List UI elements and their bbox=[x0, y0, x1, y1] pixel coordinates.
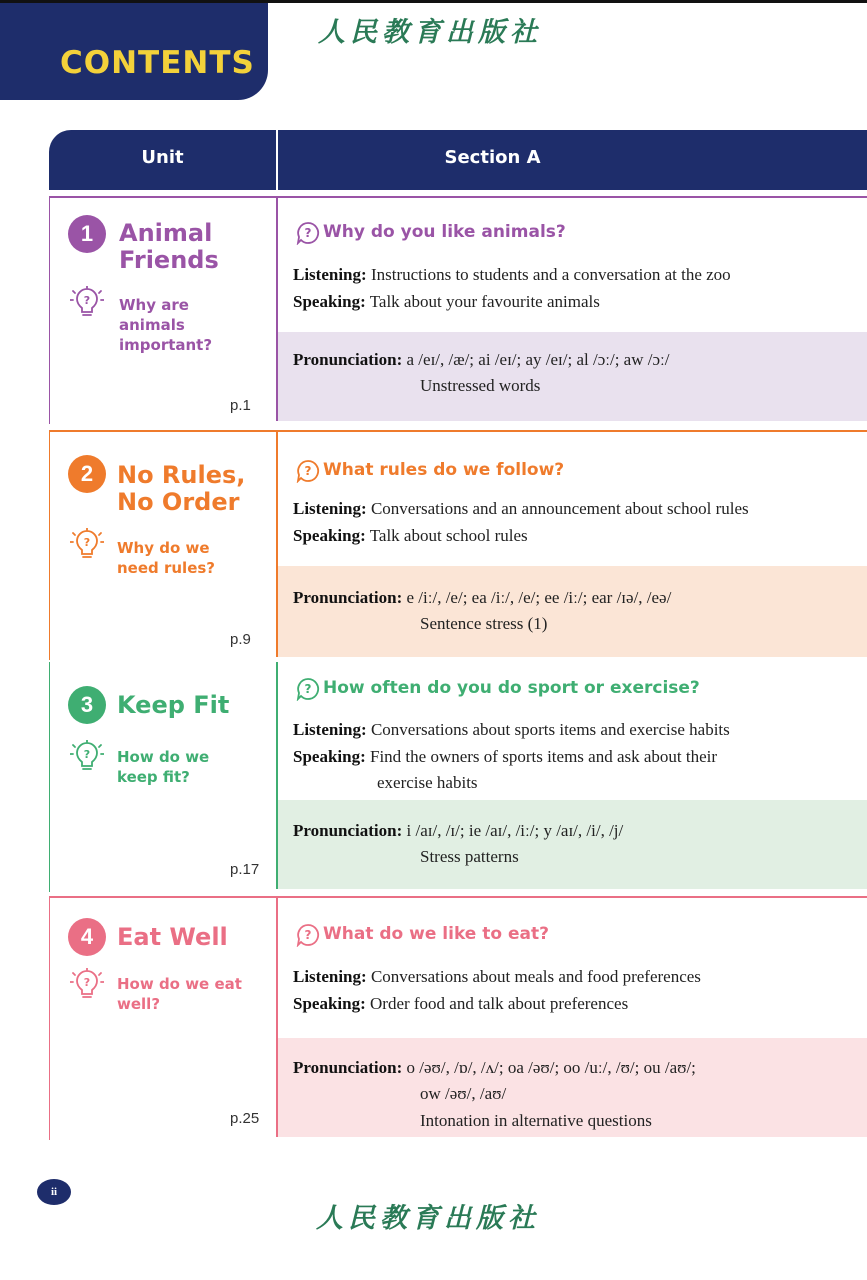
unit-question: How do we keep fit? bbox=[117, 748, 210, 786]
svg-text:?: ? bbox=[304, 682, 312, 696]
pronunciation-box bbox=[278, 566, 867, 657]
section-question: Why do you like animals? bbox=[323, 222, 566, 242]
pronunciation-text: a /eɪ/, /æ/; ai /eɪ/; ay /eɪ/; al /ɔː/; aw /ɔː/ bbox=[406, 350, 670, 369]
listening-text: Conversations about meals and food preferences bbox=[370, 967, 701, 986]
svg-text:?: ? bbox=[83, 294, 91, 307]
listening-line bbox=[293, 495, 749, 522]
unit-row-2 bbox=[49, 430, 867, 660]
row-top-line bbox=[50, 196, 867, 198]
listening-label: Listening: bbox=[293, 265, 367, 284]
speaking-text: Find the owners of sports items and ask about their bbox=[370, 747, 718, 766]
listening-text: Conversations about sports items and exercise habits bbox=[370, 720, 730, 739]
unit-number-badge: 4 bbox=[68, 918, 106, 956]
pronunciation-stress: Sentence stress (1) bbox=[420, 614, 548, 633]
svg-text:?: ? bbox=[304, 226, 312, 240]
speaking-text: Talk about your favourite animals bbox=[369, 292, 600, 311]
listening-label: Listening: bbox=[293, 499, 367, 518]
page-reference: p.25 bbox=[230, 1110, 260, 1127]
pronunciation-text: o /əʊ/, /ɒ/, /ʌ/; oa /əʊ/; oo /uː/, /ʊ/; ou /aʊ/; bbox=[406, 1058, 696, 1077]
pronunciation-line bbox=[293, 346, 669, 373]
listening-label: Listening: bbox=[293, 720, 367, 739]
pronunciation-stress: Intonation in alternative questions bbox=[420, 1111, 652, 1130]
svg-text:?: ? bbox=[304, 928, 312, 942]
unit-row-1 bbox=[49, 196, 867, 424]
section-question: How often do you do sport or exercise? bbox=[323, 678, 700, 698]
question-bubble-icon bbox=[296, 459, 320, 483]
publisher-logo-bottom: 人民教育出版社 bbox=[316, 1203, 540, 1234]
unit-title: Eat Well bbox=[117, 923, 228, 951]
pronunciation-stress: Unstressed words bbox=[420, 376, 541, 395]
header-section: Section A bbox=[444, 147, 541, 168]
listening-line bbox=[293, 963, 701, 990]
page-reference: p.1 bbox=[230, 397, 251, 414]
speaking-label: Speaking: bbox=[293, 292, 366, 311]
pronunciation-continuation: ow /əʊ/, /aʊ/ bbox=[420, 1084, 507, 1103]
unit-number-badge: 3 bbox=[68, 686, 106, 724]
speaking-continuation: exercise habits bbox=[377, 773, 478, 792]
publisher-logo-top: 人民教育出版社 bbox=[318, 17, 542, 48]
page-reference: p.17 bbox=[230, 861, 260, 878]
page-number-badge: ii bbox=[37, 1179, 71, 1205]
unit-row-3 bbox=[49, 662, 867, 892]
question-bubble-icon bbox=[296, 923, 320, 947]
unit-title: Animal Friends bbox=[119, 219, 219, 274]
page-reference: p.9 bbox=[230, 631, 251, 648]
listening-line bbox=[293, 716, 730, 743]
unit-question: How do we eat well? bbox=[117, 975, 242, 1013]
contents-title: CONTENTS bbox=[60, 45, 255, 81]
unit-title: No Rules, No Order bbox=[117, 461, 246, 516]
section-question: What do we like to eat? bbox=[323, 924, 549, 944]
unit-title: Keep Fit bbox=[117, 691, 230, 719]
listening-label: Listening: bbox=[293, 967, 367, 986]
listening-text: Conversations and an announcement about school rules bbox=[370, 499, 749, 518]
unit-number-badge: 2 bbox=[68, 455, 106, 493]
svg-text:?: ? bbox=[83, 976, 91, 989]
unit-question: Why are animals important? bbox=[119, 296, 213, 354]
svg-text:?: ? bbox=[83, 536, 91, 549]
question-bubble-icon bbox=[296, 221, 320, 245]
pronunciation-text: e /iː/, /e/; ea /iː/, /e/; ee /iː/; ear /ɪə/, /eə/ bbox=[406, 588, 672, 607]
unit-row-4 bbox=[49, 896, 867, 1140]
lightbulb-question-icon bbox=[70, 286, 104, 320]
svg-text:?: ? bbox=[83, 748, 91, 761]
question-bubble-icon bbox=[296, 677, 320, 701]
lightbulb-question-icon bbox=[70, 968, 104, 1002]
unit-question: Why do we need rules? bbox=[117, 539, 216, 577]
listening-text: Instructions to students and a conversation at the zoo bbox=[370, 265, 731, 284]
contents-tab bbox=[0, 3, 268, 100]
pronunciation-line bbox=[293, 817, 623, 844]
unit-number-badge: 1 bbox=[68, 215, 106, 253]
pronunciation-line bbox=[293, 1054, 696, 1081]
pronunciation-text: i /aɪ/, /ɪ/; ie /aɪ/, /iː/; y /aɪ/, /i/, /j/ bbox=[406, 821, 624, 840]
pronunciation-box bbox=[278, 800, 867, 889]
speaking-line bbox=[293, 288, 600, 315]
listening-line bbox=[293, 261, 731, 288]
table-header bbox=[49, 130, 867, 190]
speaking-line bbox=[293, 522, 528, 549]
row-top-line bbox=[50, 430, 867, 432]
pronunciation-label: Pronunciation: bbox=[293, 588, 403, 607]
speaking-label: Speaking: bbox=[293, 526, 366, 545]
pronunciation-stress: Stress patterns bbox=[420, 847, 519, 866]
pronunciation-line bbox=[293, 584, 671, 611]
pronunciation-label: Pronunciation: bbox=[293, 821, 403, 840]
speaking-line bbox=[293, 990, 628, 1017]
speaking-label: Speaking: bbox=[293, 747, 366, 766]
speaking-text: Order food and talk about preferences bbox=[370, 994, 629, 1013]
pronunciation-label: Pronunciation: bbox=[293, 1058, 403, 1077]
speaking-line bbox=[293, 743, 717, 770]
lightbulb-question-icon bbox=[70, 740, 104, 774]
speaking-label: Speaking: bbox=[293, 994, 366, 1013]
header-unit: Unit bbox=[141, 147, 184, 168]
pronunciation-label: Pronunciation: bbox=[293, 350, 403, 369]
speaking-text: Talk about school rules bbox=[369, 526, 528, 545]
lightbulb-question-icon bbox=[70, 528, 104, 562]
svg-text:?: ? bbox=[304, 464, 312, 478]
section-question: What rules do we follow? bbox=[323, 460, 565, 480]
row-top-line bbox=[50, 896, 867, 898]
